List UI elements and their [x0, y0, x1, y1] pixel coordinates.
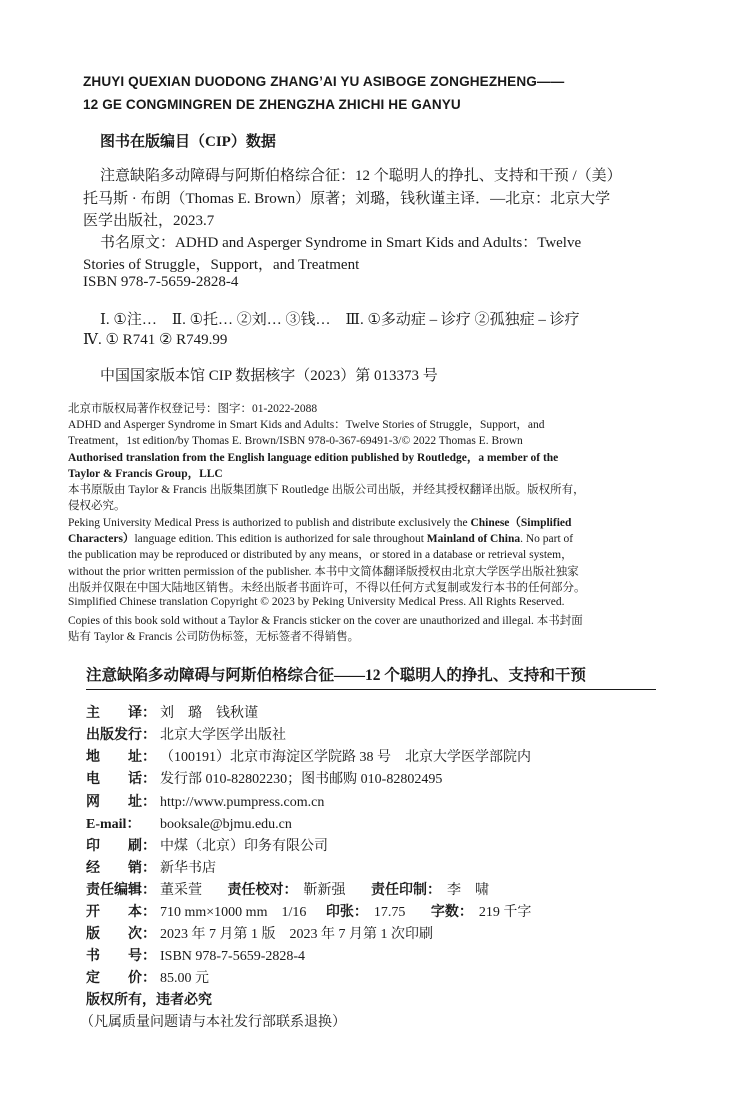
info-label: 责任编辑： [86, 883, 156, 898]
copyright-sticker-notice: Copies of this book sold without a Taylor & Francis sticker on the cover are unauthorized and illegal. 本书封面 [68, 615, 583, 627]
cip-description: 注意缺陷多动障碍与阿斯伯格综合征：12 个聪明人的挣扎、支持和干预 /（美） [100, 168, 622, 184]
book-title: 注意缺陷多动障碍与阿斯伯格综合征——12 个聪明人的挣扎、支持和干预 [86, 667, 586, 684]
info-label: 开 本： [86, 905, 156, 920]
info-label: 地 址： [86, 750, 156, 765]
info-translator [86, 702, 258, 722]
copyright-registration: 北京市版权局著作权登记号：图字：01-2022-2088 [68, 403, 318, 415]
info-value: ISBN 978-7-5659-2828-4 [160, 949, 306, 964]
info-value: 董采萱 [160, 883, 202, 898]
info-address [86, 746, 531, 766]
info-price [86, 967, 209, 987]
pku-bold: Chinese（Simplified [470, 517, 572, 529]
info-website [86, 791, 324, 811]
info-label: 经 销： [86, 861, 156, 876]
copyright-pku-notice [68, 514, 571, 530]
info-format [86, 901, 531, 921]
copyright-authorised: Taylor & Francis Group，LLC [68, 468, 223, 480]
book-title-bar [86, 663, 656, 690]
cip-heading: 图书在版编目（CIP）数据 [100, 134, 276, 150]
copyright-pku-notice: without the prior written permission of the publisher. 本书中文简体翻译版授权由北京大学医学出版社独家 [68, 566, 579, 578]
info-value: 2023 年 7 月第 1 版 2023 年 7 月第 1 次印刷 [160, 927, 433, 942]
cip-classification: Ⅳ. ① R741 ② R749.99 [83, 332, 228, 348]
pku-bold: Characters） [68, 533, 135, 545]
cip-isbn: ISBN 978-7-5659-2828-4 [83, 274, 239, 290]
info-label: 印 刷： [86, 839, 156, 854]
copyright-authorised: Authorised translation from the English language edition published by Routledge，a member of the [68, 452, 559, 464]
info-value: 发行部 010-82802230；图书邮购 010-82802495 [160, 772, 443, 787]
info-edition [86, 923, 433, 943]
pinyin-title-line-1: ZHUYI QUEXIAN DUODONG ZHANG’AI YU ASIBOGE ZONGHEZHENG—— [83, 74, 565, 89]
info-label: 责任印制： [371, 883, 441, 898]
pinyin-title-line-2: 12 GE CONGMINGREN DE ZHENGZHA ZHICHI HE GANYU [83, 97, 461, 112]
pku-text: language edition. This edition is authorized for sale throughout [134, 533, 427, 545]
info-label: 电 话： [86, 772, 156, 787]
cip-description: 医学出版社，2023.7 [83, 213, 215, 229]
copyright-simplified-chinese: Simplified Chinese translation Copyright © 2023 by Peking University Medical Press. All Rights Reserved. [68, 596, 565, 608]
info-value: 85.00 元 [160, 971, 209, 986]
cip-description: 托马斯 · 布朗（Thomas E. Brown）原著；刘璐，钱秋谨主译．—北京：北京大学 [83, 191, 611, 207]
info-label: 书 号： [86, 949, 156, 964]
copyright-original: Treatment，1st edition/by Thomas E. Brown/ISBN 978-0-367-69491-3/© 2022 Thomas E. Brown [68, 435, 523, 447]
info-printer [86, 835, 328, 855]
info-label: E-mail： [86, 817, 141, 832]
copyright-pku-notice [68, 530, 573, 546]
info-value: 李 啸 [447, 883, 489, 898]
info-label: 网 址： [86, 795, 156, 810]
info-value: 219 千字 [478, 905, 532, 920]
info-value: booksale@bjmu.edu.cn [160, 817, 292, 832]
info-value: 710 mm×1000 mm 1/16 [160, 905, 307, 920]
info-value: 17.75 [373, 905, 406, 920]
info-value: （100191）北京市海淀区学院路 38 号 北京大学医学部院内 [160, 750, 531, 765]
info-label: 版 次： [86, 927, 156, 942]
info-value: 刘 璐 钱秋谨 [160, 706, 258, 721]
info-label: 主 译： [86, 706, 156, 721]
copyright-sticker-notice: 贴有 Taylor & Francis 公司防伪标签，无标签者不得销售。 [68, 631, 360, 643]
info-label: 印张： [325, 905, 368, 920]
info-label: 责任校对： [227, 883, 298, 898]
info-distributor [86, 857, 216, 877]
info-value: 靳新强 [303, 883, 346, 898]
cip-classification: Ⅰ. ①注… Ⅱ. ①托… ②刘… ③钱… Ⅲ. ①多动症 – 诊疗 ②孤独症 – 诊疗 [100, 312, 580, 328]
info-responsible-staff [86, 879, 489, 899]
copyright-chinese-notice: 本书原版由 Taylor & Francis 出版集团旗下 Routledge 出版公司出版，并经其授权翻译出版。版权所有， [68, 484, 585, 496]
info-value: 新华书店 [160, 861, 216, 876]
rights-reserved: 版权所有，违者必究 [86, 993, 212, 1008]
info-isbn [86, 945, 305, 965]
copyright-pku-notice: 出版并仅限在中国大陆地区销售。未经出版者书面许可，不得以任何方式复制或发行本书的任何部分。 [68, 582, 586, 594]
info-label: 出版发行： [86, 728, 156, 743]
cip-original-title: Stories of Struggle，Support，and Treatment [83, 257, 360, 273]
info-label: 定 价： [86, 971, 156, 986]
cip-original-title: 书名原文：ADHD and Asperger Syndrome in Smart Kids and Adults：Twelve [100, 235, 582, 251]
info-email [86, 813, 292, 833]
info-phone [86, 768, 442, 788]
pku-text: . No part of [520, 533, 574, 545]
copyright-pku-notice: the publication may be reproduced or distributed by any means，or stored in a database or retrieval system， [68, 549, 573, 561]
info-publisher [86, 724, 286, 744]
pku-text: Peking University Medical Press is authorized to publish and distribute exclusively the [68, 517, 471, 529]
info-label: 字数： [430, 905, 473, 920]
info-value: http://www.pumpress.com.cn [160, 795, 325, 810]
copyright-chinese-notice: 侵权必究。 [68, 500, 126, 512]
pku-bold: Mainland of China [426, 533, 521, 545]
copyright-original: ADHD and Asperger Syndrome in Smart Kids and Adults：Twelve Stories of Struggle，Support，and [68, 419, 545, 431]
info-value: 中煤（北京）印务有限公司 [160, 839, 328, 854]
info-value: 北京大学医学出版社 [160, 728, 286, 743]
cip-number: 中国国家版本馆 CIP 数据核字（2023）第 013373 号 [100, 368, 438, 384]
quality-notice: （凡属质量问题请与本社发行部联系退换） [80, 1015, 346, 1030]
